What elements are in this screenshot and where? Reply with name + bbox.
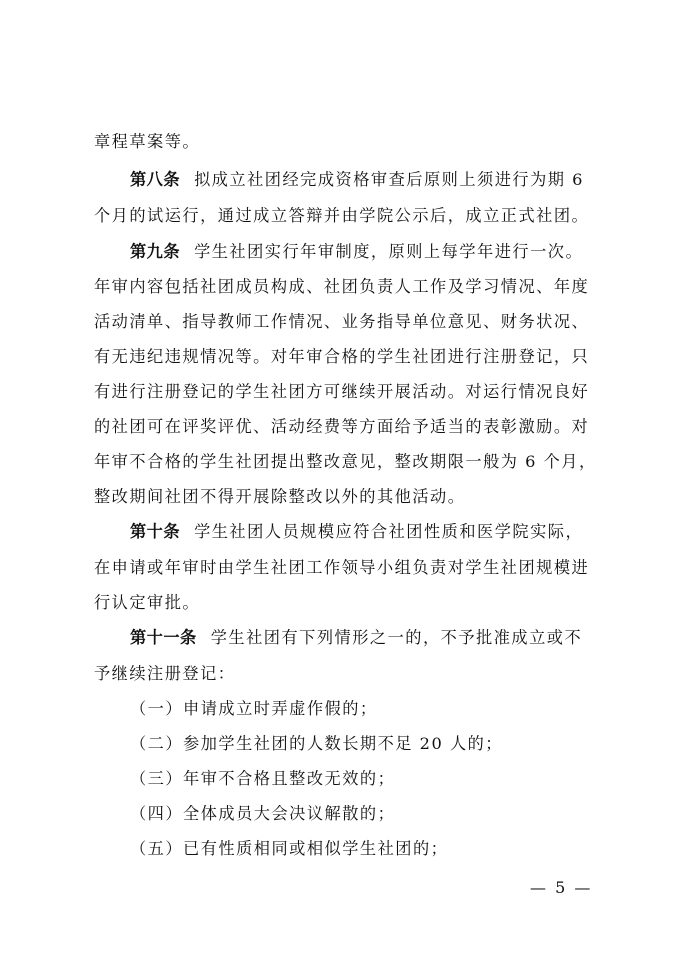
line-text: 在申请或年审时由学生社团工作领导小组负责对学生社团规模进 <box>94 558 590 577</box>
line-text: 年审不合格的学生社团提出整改意见，整改期限一般为 6 个月， <box>94 452 597 471</box>
line-text: 有进行注册登记的学生社团方可继续开展活动。对运行情况良好 <box>94 382 590 401</box>
text-line <box>94 487 614 507</box>
text-line <box>94 132 614 152</box>
line-text: 予继续注册登记： <box>94 664 236 683</box>
line-text: 学生社团人员规模应符合社团性质和医学院实际， <box>194 522 584 541</box>
line-text: 整改期间社团不得开展除整改以外的其他活动。 <box>94 487 466 506</box>
list-item <box>130 734 650 754</box>
line-text: 学生社团实行年审制度，原则上每学年进行一次。 <box>194 242 584 261</box>
list-item <box>130 804 650 824</box>
line-text: （五）已有性质相同或相似学生社团的； <box>130 839 449 858</box>
line-text: 的社团可在评奖评优、活动经费等方面给予适当的表彰激励。对 <box>94 417 590 436</box>
list-item <box>130 769 650 789</box>
text-line <box>94 206 614 226</box>
line-text: 活动清单、指导教师工作情况、业务指导单位意见、财务状况、 <box>94 312 590 331</box>
text-line <box>94 312 614 332</box>
text-line <box>94 593 614 613</box>
text-line <box>94 382 614 402</box>
line-text: 有无违纪违规情况等。对年审合格的学生社团进行注册登记，只 <box>94 347 590 366</box>
list-item <box>130 839 650 859</box>
text-line <box>94 347 614 367</box>
line-text: 学生社团有下列情形之一的，不予批准成立或不 <box>210 628 583 647</box>
page-number: — 5 — <box>530 878 593 897</box>
article-heading: 第九条 <box>130 242 181 261</box>
list-item <box>130 699 650 719</box>
article-heading: 第八条 <box>130 170 181 189</box>
article-11-line <box>130 628 650 648</box>
text-line <box>94 558 614 578</box>
line-text: 拟成立社团经完成资格审查后原则上须进行为期 6 <box>194 170 584 189</box>
line-text: （三）年审不合格且整改无效的； <box>130 769 396 788</box>
article-10-line <box>130 522 650 542</box>
line-text: 行认定审批。 <box>94 593 201 612</box>
article-9-line <box>130 242 650 262</box>
line-text: （四）全体成员大会决议解散的； <box>130 804 396 823</box>
article-heading: 第十条 <box>130 522 181 541</box>
article-8-line <box>130 170 650 190</box>
text-line <box>94 664 614 684</box>
article-heading: 第十一条 <box>130 628 197 647</box>
line-text: 章程草案等。 <box>94 132 201 151</box>
text-line <box>94 277 614 297</box>
text-line <box>94 452 614 472</box>
line-text: 年审内容包括社团成员构成、社团负责人工作及学习情况、年度 <box>94 277 590 296</box>
text-line <box>94 417 614 437</box>
line-text: （一）申请成立时弄虚作假的； <box>130 699 378 718</box>
line-text: （二）参加学生社团的人数长期不足 20 人的； <box>130 734 503 753</box>
line-text: 个月的试运行，通过成立答辩并由学院公示后，成立正式社团。 <box>94 206 590 225</box>
